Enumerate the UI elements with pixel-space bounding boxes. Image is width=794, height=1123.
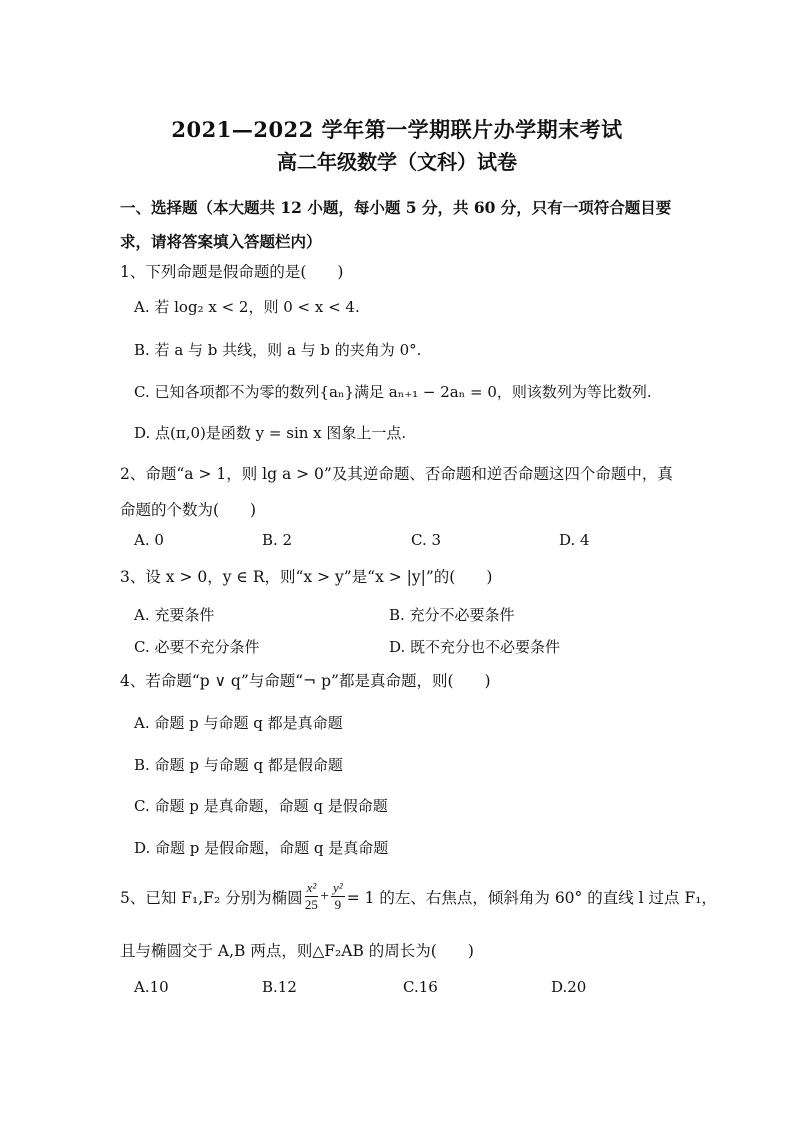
fraction-x-numerator: x²	[306, 880, 317, 895]
question-5-option-b: B.12	[262, 978, 297, 996]
question-3-option-a: A. 充要条件	[134, 606, 215, 624]
question-5-option-c: C.16	[403, 978, 438, 996]
question-1-option-d: D. 点(π,0)是函数 y = sin x 图象上一点.	[134, 424, 407, 442]
fraction-x-denominator: 25	[304, 897, 318, 912]
section-heading: 一、选择题（本大题共 12 小题，每小题 5 分，共 60 分，只有一项符合题目要求，请将答案填入答题栏内）	[120, 198, 672, 251]
question-4-option-a: A. 命题 p 与命题 q 都是真命题	[134, 714, 343, 732]
question-1-option-c: C. 已知各项都不为零的数列{aₙ}满足 aₙ₊₁ − 2aₙ = 0，则该数列为等比数列.	[134, 383, 652, 401]
question-2-option-a: A. 0	[134, 531, 164, 549]
question-1-option-a: A. 若 log₂ x < 2，则 0 < x < 4.	[134, 298, 360, 316]
question-3-option-b: B. 充分不必要条件	[389, 606, 515, 624]
fraction-y-denominator: 9	[334, 897, 342, 912]
question-4-option-c: C. 命题 p 是真命题，命题 q 是假命题	[134, 797, 388, 815]
question-2-stem-line1: 2、命题“a > 1，则 lg a > 0”及其逆命题、否命题和逆否命题这四个命题中，真	[120, 465, 673, 483]
question-5-option-a: A.10	[134, 978, 169, 996]
question-1-option-b: B. 若 a 与 b 共线，则 a 与 b 的夹角为 0°.	[134, 341, 422, 359]
question-3-option-d: D. 既不充分也不必要条件	[389, 638, 561, 656]
exam-subtitle: 高二年级数学（文科）试卷	[277, 150, 517, 174]
question-5-stem-pre: 5、已知 F₁,F₂ 分别为椭圆	[120, 888, 303, 907]
question-1-stem: 1、下列命题是假命题的是( )	[120, 263, 344, 281]
question-3-option-c: C. 必要不充分条件	[134, 638, 260, 656]
question-3-stem: 3、设 x > 0，y ∈ R，则“x > y”是“x > |y|”的( )	[120, 568, 493, 586]
question-2-option-d: D. 4	[559, 531, 590, 549]
question-5-stem-line1	[120, 880, 717, 913]
question-4-stem: 4、若命题“p ∨ q”与命题“¬ p”都是真命题，则( )	[120, 672, 491, 690]
fraction-y-numerator: y²	[333, 880, 343, 895]
question-2-option-c: C. 3	[411, 531, 442, 549]
question-2-option-b: B. 2	[262, 531, 293, 549]
ellipse-fraction-x	[305, 880, 319, 913]
question-5-stem-post: = 1 的左、右焦点，倾斜角为 60° 的直线 l 过点 F₁，	[346, 888, 717, 907]
question-4-option-d: D. 命题 p 是假命题，命题 q 是真命题	[134, 839, 389, 857]
question-5-option-d: D.20	[551, 978, 587, 996]
ellipse-fraction-y	[331, 880, 345, 913]
question-2-stem-line2: 命题的个数为( )	[120, 501, 257, 519]
question-5-stem-line2: 且与椭圆交于 A,B 两点，则△F₂AB 的周长为( )	[120, 942, 474, 960]
exam-title: 2021—2022 学年第一学期联片办学期末考试	[171, 117, 623, 142]
question-4-option-b: B. 命题 p 与命题 q 都是假命题	[134, 756, 343, 774]
plus-sign: +	[320, 887, 330, 905]
